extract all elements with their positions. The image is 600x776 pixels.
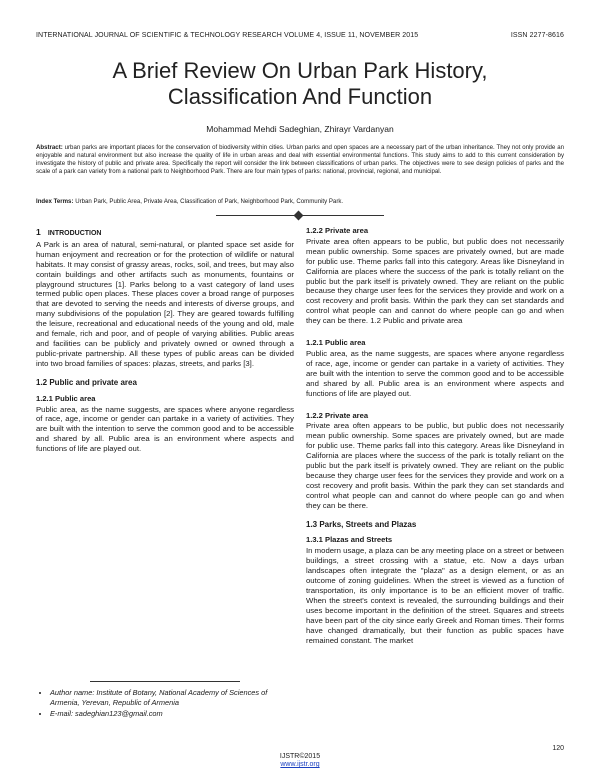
footnote-author: • Author name: Institute of Botany, National Academy of Sciences of Armenia, Yerevan, Republic of Armenia <box>50 688 294 708</box>
footnotes <box>36 688 294 720</box>
public-area-heading: 1.2.1 Public area <box>306 338 366 348</box>
section-1-3-1-paragraph: In modern usage, a plaza can be any meeting place on a street or between buildings, a street crossing with a statue, etc. Now a days urban landscapes often integrate the "plaza" as a design element, or as an outcome of zoning guidelines. When the street is viewed as a function of transportation, its only importance is to be an efficient mover of traffic. When the street's context is revealed, the surrounding buildings and their uses become important in the definition of the street. Squares and streets have been part of the city since early Greek and Roman times. Their forms have changed dramatically, but their function as public spaces have remained constant. The market <box>306 546 564 645</box>
section-divider <box>216 212 384 220</box>
left-column <box>36 226 294 454</box>
title-line-1: A Brief Review On Urban Park History, <box>112 58 488 83</box>
private-area-heading-2: 1.2.2 Private area <box>306 410 369 420</box>
abstract-text: urban parks are important places for the conservation of biodiversity within cities. Urban parks and open spaces are a necessary part of the urban inheritance. They not only provide an enjoyable and natural environment but also increase the quality of life in urban areas and deal with essential environmental functions. This study aims to add to this current consideration by investigate the history of public and private area. Specifically the report will consider the link between classifications of urban parks. The objectives were to see design policies of parks and the scale of a park can variety from a national park to Neighborhood Park. There are four main types of parks: national, provincial, regional, and municipal. <box>36 144 564 175</box>
private-area-paragraph-2: Private area often appears to be public, but public does not necessarily mean public ownership. Some spaces are privately owned, but are made for public use. Theme parks fall into this category. Areas like Disneyland in California are places where the success of the park is totally reliant on the public but the park itself is privately owned. They are reliant on the public because they charge user fees for the services they provide and work on a cost recovery and profit basis. Within the park they can set standards and control what people can and cannot do where people can go and when they can be there. <box>306 421 564 510</box>
public-area-paragraph: Public area, as the name suggests, are spaces where anyone regardless of race, age, income or gender can partake in a variety of activities. They are built with the intention to serve the common good and to be accessible and shared by all. Public area is an environment where aspects and functions of life are played out. <box>306 348 564 398</box>
index-terms-text: Urban Park, Public Area, Private Area, Classification of Park, Neighborhood Park, Community Park. <box>75 198 344 205</box>
private-area-paragraph: Private area often appears to be public, but public does not necessarily mean public ownership. Some spaces are privately owned, but are made for public use. Theme parks fall into this category. Areas like Disneyland in California are places where the success of the park is totally reliant on the public but the park itself is privately owned. They are reliant on the public because they charge user fees for the services they provide and work on a cost recovery and profit basis. Within the park they can set standards and control what people can and cannot do where people can go and when they can be there. 1.2 Public and private area <box>306 236 564 326</box>
section-1-3-1-heading: 1.3.1 Plazas and Streets <box>306 535 393 545</box>
footnote-email: • E-mail: sadeghian123@gmail.com <box>50 709 294 719</box>
abstract-label: Abstract: <box>36 144 63 151</box>
authors: Mohammad Mehdi Sadeghian, Zhirayr Vardanyan <box>206 124 394 134</box>
footnote-rule <box>90 681 240 682</box>
publisher: IJSTR©2015 <box>279 753 321 760</box>
page-footer <box>0 753 600 769</box>
issn: ISSN 2277-8616 <box>510 32 564 39</box>
paper-title <box>40 58 560 110</box>
intro-paragraph: A Park is an area of natural, semi-natural, or planted space set aside for human enjoyment and recreation or for the protection of wildlife or natural habitats. It may consist of grassy areas, rocks, soil, and trees, but may also contain buildings and other artifacts such as monuments, fountains or playground structures [1]. Parks belong to a vast category of land uses termed public open places. These places cover a broad range of purposes that are devoted to serving the needs and interests of diverse groups, and many subdivisions of the population [2]. They are geared towards fulfilling the leisure, recreational and educational needs of the young and old, male and female, rich and poor, and of people of varying abilities. Public areas and facilities can be publicly and privately owned or owned through a public-private partnership. All these types of public areas can be divided into two broad families of spaces: plazas, streets, and parks [3]. <box>36 239 294 368</box>
intro-heading <box>36 228 294 239</box>
section-1-2-heading: 1.2 Public and private area <box>36 377 137 387</box>
private-area-heading: 1.2.2 Private area <box>306 226 369 235</box>
intro-title: INTRODUCTION <box>47 230 102 237</box>
journal-link[interactable]: www.ijstr.org <box>280 761 320 768</box>
page-number: 120 <box>552 745 564 752</box>
journal-header: INTERNATIONAL JOURNAL OF SCIENTIFIC & TECHNOLOGY RESEARCH VOLUME 4, ISSUE 11, NOVEMBER 2015 <box>36 32 419 39</box>
right-column <box>306 226 564 645</box>
index-terms-label: Index Terms: <box>36 198 74 205</box>
section-1-2-1-paragraph: Public area, as the name suggests, are spaces where anyone regardless of race, age, income or gender can partake in a variety of activities. They are built with the intention to serve the common good and to be accessible and shared by all. Public area is an environment where aspects and functions of life are played out. <box>36 404 294 454</box>
section-1-2-1-heading: 1.2.1 Public area <box>36 393 96 403</box>
section-1-3-heading: 1.3 Parks, Streets and Plazas <box>306 519 417 529</box>
index-terms <box>36 198 564 206</box>
diamond-icon <box>294 211 304 221</box>
intro-number: 1 <box>36 227 41 237</box>
abstract <box>36 144 564 176</box>
running-header <box>36 32 564 39</box>
title-line-2: Classification And Function <box>167 84 433 109</box>
